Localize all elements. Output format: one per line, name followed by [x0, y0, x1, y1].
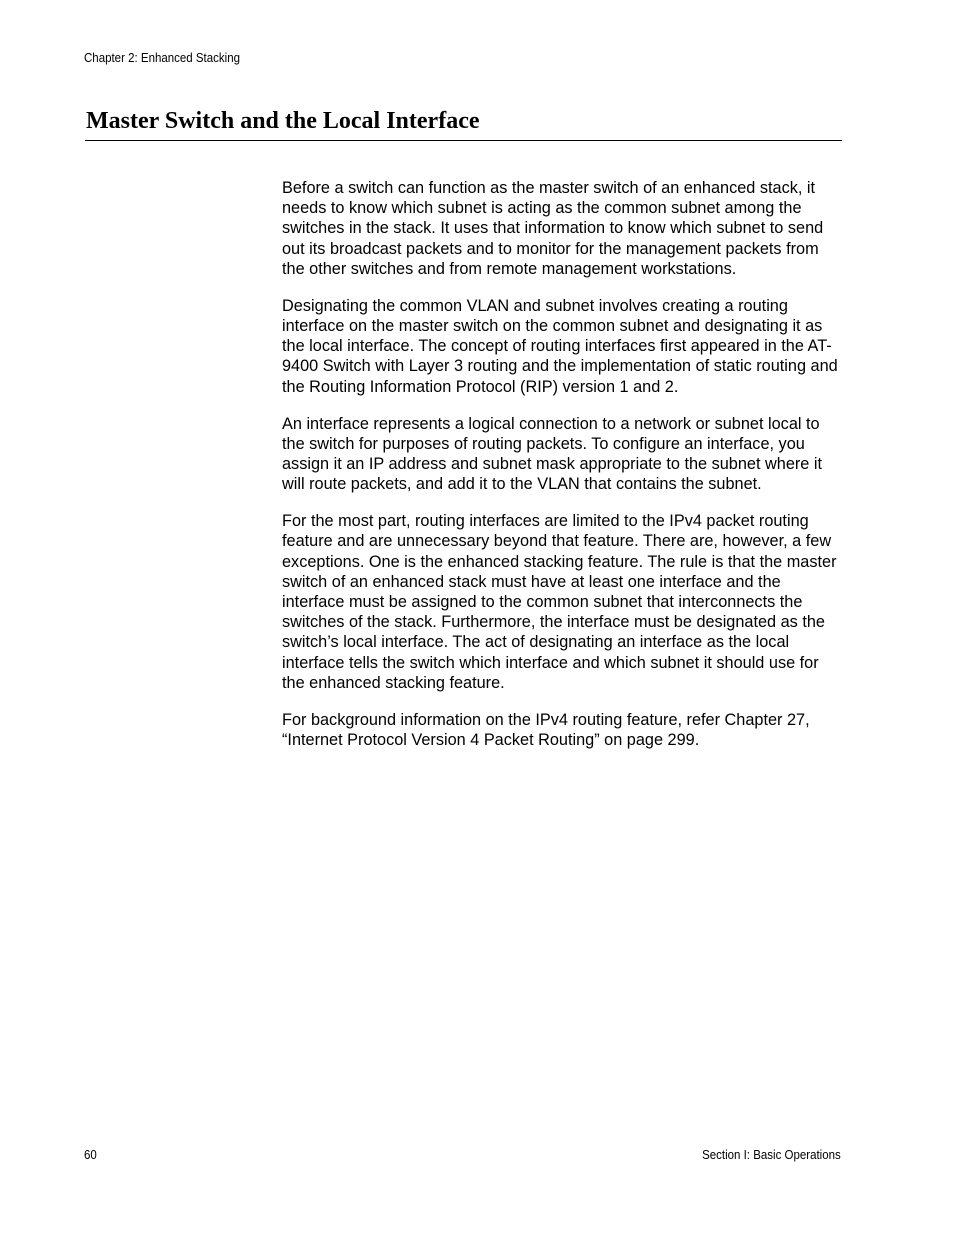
section-title: Master Switch and the Local Interface — [86, 108, 480, 134]
title-underline-rule — [85, 140, 842, 141]
paragraph-common-vlan: Designating the common VLAN and subnet involves creating a routing interface on the master switch on the common subnet and designating it as the local interface. The concept of routing interfaces first appeared in the AT-9400 Switch with Layer 3 routing and the implementation of static routing and the Routing Information Protocol (RIP) version 1 and 2. — [282, 296, 838, 396]
paragraph-master-switch-subnet: Before a switch can function as the master switch of an enhanced stack, it needs to know which subnet is acting as the common subnet among the switches in the stack. It uses that information to know which subnet to send out its broadcast packets and to monitor for the management packets from the other switches and from remote management workstations. — [282, 179, 824, 278]
running-header: Chapter 2: Enhanced Stacking — [84, 51, 240, 65]
paragraph-routing-interfaces-rule: For the most part, routing interfaces are limited to the IPv4 packet routing feature and are unnecessary beyond that feature. There are, however, a few exceptions. One is the enhanced stacking feature. The rule is that the master switch of an enhanced stack must have at least one interface and the interface must be assigned to the common subnet that interconnects the switches of the stack. Furthermore, the interface must be designated as the switch’s local interface. The act of designating an interface as the local interface tells the switch which interface and which subnet it should use for the enhanced stacking feature. — [282, 512, 837, 692]
body-text — [282, 178, 844, 767]
footer-section-label: Section I: Basic Operations — [702, 1148, 841, 1162]
footer-page-number: 60 — [84, 1148, 97, 1162]
paragraph-interface-definition: An interface represents a logical connection to a network or subnet local to the switch for purposes of routing packets. To configure an interface, you assign it an IP address and subnet mask appropriate to the subnet where it will route packets, and add it to the VLAN that contains the subnet. — [282, 414, 823, 494]
paragraph-background-reference: For background information on the IPv4 routing feature, refer Chapter 27, “Internet Protocol Version 4 Packet Routing” on page 299. — [282, 710, 810, 750]
